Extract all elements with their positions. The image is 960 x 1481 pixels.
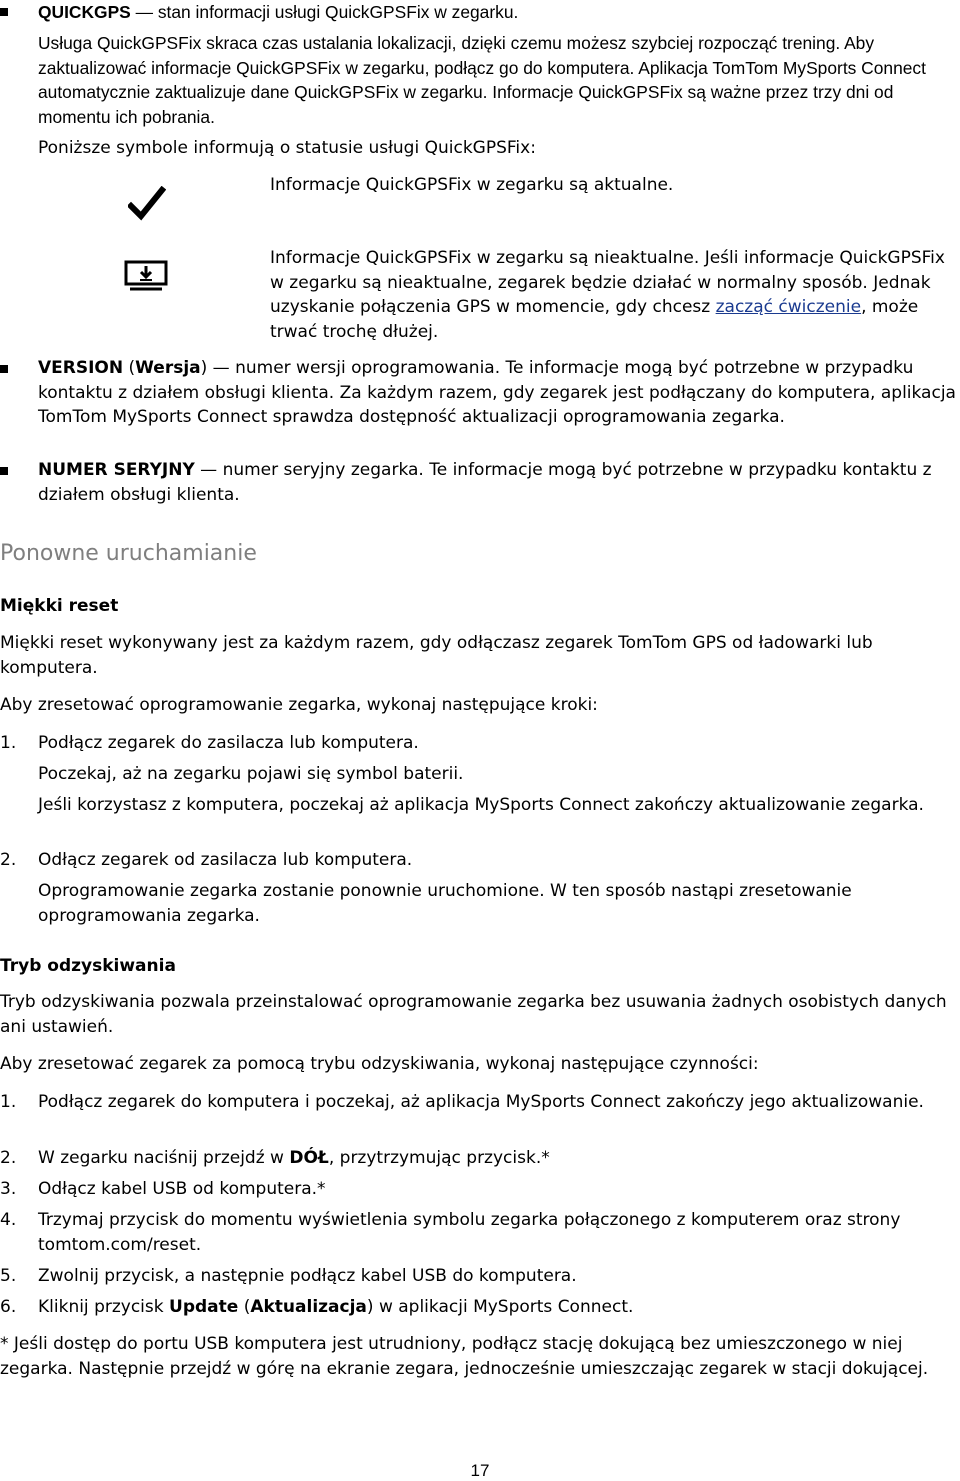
soft-reset-p2: Aby zresetować oprogramowanie zegarka, wykonaj następujące kroki: <box>0 695 598 715</box>
paren-open: ( <box>238 1297 251 1317</box>
symbol-outdated-text-1: Informacje QuickGPSFix w zegarku są nieaktualne. Jeśli informacje QuickGPSFix w zegarku są nieaktualne, zegarek będzie działać w normalny sposób. Jednak uzyskanie połączenia GPS w momencie, gdy chcesz <box>270 248 945 318</box>
symbols-intro: Poniższe symbole informują o statusie usługi QuickGPSFix: <box>38 138 536 158</box>
version-desc: numer wersji oprogramowania. Te informacje mogą być potrzebne w przypadku kontaktu z działem obsługi klienta. Za każdym razem, gdy zegarek jest podłączany do komputera, aplikacja TomTom MySports Connect sprawdza dostępność aktualizacji oprogramowania zegarka. <box>38 358 956 428</box>
soft-reset-step-1 <box>0 731 960 756</box>
down-button-label: DÓŁ <box>289 1148 329 1168</box>
bullet-icon <box>0 8 8 16</box>
quickgps-paragraph: Usługa QuickGPSFix skraca czas ustalania lokalizacji, dzięki czemu możesz szybciej rozpocząć trening. Aby zaktualizować informacje QuickGPSFix w zegarku, podłącz go do komputera. Aplikacja TomTom MySports Connect automatycznie zaktualizuje dane QuickGPSFix w zegarku. Informacje QuickGPSFix są ważne przez trzy dni od momentu ich pobrania. <box>38 33 926 127</box>
version-item: VERSION (Wersja) — numer wersji oprogramowania. Te informacje mogą być potrzebne w przypadku kontaktu z działem obsługi klienta. Za każdym razem, gdy zegarek jest podłączany do komputera, aplikacja TomTom MySports Connect sprawdza dostępność aktualizacji oprogramowania zegarka. <box>0 356 960 430</box>
quickgps-item <box>0 0 960 25</box>
step-text: Odłącz zegarek od zasilacza lub komputera. <box>38 850 413 870</box>
recovery-step-6 <box>0 1295 960 1320</box>
soft-reset-step-2 <box>0 848 960 873</box>
step-text: Kliknij przycisk <box>38 1297 170 1317</box>
checkmark-icon <box>128 186 166 222</box>
recovery-step-2 <box>0 1146 960 1171</box>
start-exercise-link[interactable]: zacząć ćwiczenie <box>715 297 862 318</box>
recovery-step-3 <box>0 1177 960 1202</box>
serial-item: NUMER SERYJNY — numer seryjny zegarka. Te informacje mogą być potrzebne w przypadku kontaktu z działem obsługi klienta. <box>0 458 960 507</box>
version-label: VERSION <box>38 358 124 378</box>
step-text-end: ) w aplikacji MySports Connect. <box>366 1297 634 1317</box>
soft-reset-title: Miękki reset <box>0 596 119 616</box>
update-label: Update <box>169 1297 239 1317</box>
update-label-pl: Aktualizacja <box>250 1297 367 1317</box>
recovery-p1: Tryb odzyskiwania pozwala przeinstalować oprogramowanie zegarka bez usuwania żadnych osobistych danych ani ustawień. <box>0 992 947 1037</box>
step-text: Podłącz zegarek do komputera i poczekaj, aż aplikacja MySports Connect zakończy jego aktualizowanie. <box>38 1092 924 1112</box>
soft-reset-p1: Miękki reset wykonywany jest za każdym razem, gdy odłączasz zegarek TomTom GPS od ładowarki lub komputera. <box>0 633 873 678</box>
quickgps-label: QUICKGPS <box>38 2 131 22</box>
symbol-outdated-text <box>270 246 950 344</box>
bullet-icon <box>0 467 8 475</box>
step-text: Podłącz zegarek do zasilacza lub komputera. <box>38 733 419 753</box>
step-number: 2. <box>0 1148 17 1168</box>
step-text: W zegarku naciśnij przejdź w <box>38 1148 290 1168</box>
version-label-pl: Wersja <box>135 358 201 378</box>
step-number: 3. <box>0 1179 17 1199</box>
soft-reset-step-1b: Jeśli korzystasz z komputera, poczekaj aż aplikacja MySports Connect zakończy aktualizowanie zegarka. <box>38 795 924 815</box>
step-text: Trzymaj przycisk do momentu wyświetlenia symbolu zegarka połączonego z komputerem oraz strony tomtom.com/reset. <box>38 1210 901 1255</box>
recovery-step-4 <box>0 1208 960 1257</box>
bullet-icon <box>0 365 8 373</box>
serial-label: NUMER SERYJNY <box>38 460 195 480</box>
soft-reset-step-1a: Poczekaj, aż na zegarku pojawi się symbol baterii. <box>38 764 464 784</box>
serial-desc: numer seryjny zegarka. Te informacje mogą być potrzebne w przypadku kontaktu z działem obsługi klienta. <box>38 460 932 505</box>
recovery-title: Tryb odzyskiwania <box>0 956 176 976</box>
step-number: 2. <box>0 850 17 870</box>
recovery-step-5 <box>0 1264 960 1289</box>
step-number: 5. <box>0 1266 17 1286</box>
step-number: 6. <box>0 1297 17 1317</box>
symbol-outdated-text-2: , może trwać trochę dłużej. <box>270 297 919 342</box>
section-title: Ponowne uruchamianie <box>0 541 257 566</box>
step-number: 4. <box>0 1210 17 1230</box>
dash: — <box>130 2 158 22</box>
footnote: * Jeśli dostęp do portu USB komputera jest utrudniony, podłącz stację dokującą bez umieszczonego w niej zegarka. Następnie przejdź w górę na ekranie zegara, jednocześnie umieszczając zegarek w stacji dokującej. <box>0 1334 929 1379</box>
step-number: 1. <box>0 1092 17 1112</box>
step-text: Zwolnij przycisk, a następnie podłącz kabel USB do komputera. <box>38 1266 577 1286</box>
symbol-current-text: Informacje QuickGPSFix w zegarku są aktualne. <box>270 175 674 195</box>
step-text: Odłącz kabel USB od komputera.* <box>38 1179 326 1199</box>
soft-reset-step-2a: Oprogramowanie zegarka zostanie ponownie uruchomione. W ten sposób nastąpi zresetowanie oprogramowania zegarka. <box>38 881 852 926</box>
step-text-end: , przytrzymując przycisk.* <box>328 1148 550 1168</box>
quickgps-desc: stan informacji usługi QuickGPSFix w zegarku. <box>157 2 519 22</box>
page-number: 17 <box>470 1461 490 1480</box>
gps-outdated-icon <box>124 260 168 292</box>
recovery-p2: Aby zresetować zegarek za pomocą trybu odzyskiwania, wykonaj następujące czynności: <box>0 1054 759 1074</box>
step-number: 1. <box>0 733 17 753</box>
recovery-step-1 <box>0 1090 960 1115</box>
